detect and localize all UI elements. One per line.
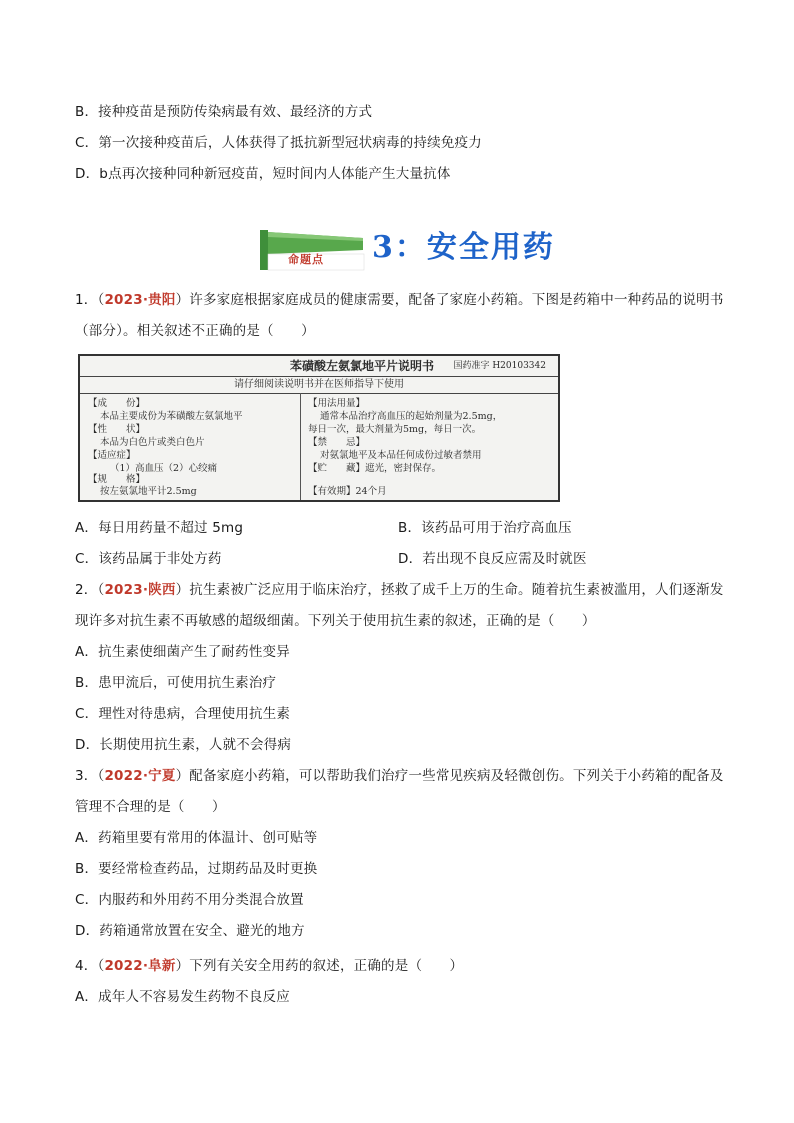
q1-option-a: A．每日用药量不超过 5mg	[75, 520, 244, 536]
leaflet-character-label: 【性 状】	[88, 424, 146, 435]
leaflet-storage: 【贮 藏】遮光，密封保存。	[308, 463, 442, 474]
leaflet-indication-text: （1）高血压（2）心绞痛	[110, 463, 218, 474]
leaflet-spec-label: 【规 格】	[88, 474, 146, 485]
leaflet-usage-text1: 通常本品治疗高血压的起始剂量为2.5mg，	[320, 411, 503, 422]
q3-option-a: A．药箱里要有常用的体温计、创可贴等	[75, 830, 318, 846]
leaflet-contra-label: 【禁 忌】	[308, 437, 366, 448]
leaflet-usage-label: 【用法用量】	[308, 398, 366, 409]
q1-option-b: B．该药品可用于治疗高血压	[398, 520, 572, 536]
q1-option-d: D．若出现不良反应需及时就医	[398, 551, 587, 567]
leaflet-ingredient-text: 本品主要成份为苯磺酸左氨氯地平	[100, 411, 243, 422]
q2-option-a: A．抗生素使细菌产生了耐药性变异	[75, 644, 290, 660]
option-d: D．b点再次接种同种新冠疫苗，短时间内人体能产生大量抗体	[75, 166, 451, 182]
leaflet-indication-label: 【适应症】	[88, 450, 136, 461]
leaflet-usage-text2: 每日一次，最大剂量为5mg，每日一次。	[308, 424, 482, 435]
leaflet-spec-text: 按左氨氯地平计2.5mg	[100, 486, 197, 497]
q2-option-c: C．理性对待患病，合理使用抗生素	[75, 706, 291, 722]
leaflet-subtitle: 请仔细阅读说明书并在医师指导下使用	[80, 377, 558, 394]
section-heading	[258, 226, 558, 274]
q2-option-b: B．患甲流后，可使用抗生素治疗	[75, 675, 277, 691]
q3-option-d: D．药箱通常放置在安全、避光的地方	[75, 923, 305, 939]
q3-option-b: B．要经常检查药品，过期药品及时更换	[75, 861, 318, 877]
medicine-leaflet	[78, 354, 560, 502]
q2-stem-line2: 现许多对抗生素不再敏感的超级细菌。下列关于使用抗生素的叙述，正确的是（ ）	[75, 613, 596, 629]
leaflet-contra-text: 对氨氯地平及本品任何成份过敏者禁用	[320, 450, 482, 461]
q1-stem-line1: 1．（2023·贵阳）许多家庭根据家庭成员的健康需要，配备了家庭小药箱。下图是药箱中一种药品的说明书	[75, 292, 724, 308]
q3-stem-line2: 管理不合理的是（ ）	[75, 799, 226, 815]
q4-stem-line1: 4．（2022·阜新）下列有关安全用药的叙述，正确的是（ ）	[75, 958, 464, 974]
q1-stem-line2: （部分）。相关叙述不正确的是（ ）	[75, 323, 315, 339]
q1-option-c: C．该药品属于非处方药	[75, 551, 222, 567]
leaflet-approval: 国药准字 H20103342	[453, 361, 546, 371]
q3-source: 2022·宁夏	[104, 768, 176, 784]
leaflet-expiry: 【有效期】24个月	[308, 486, 387, 497]
leaflet-character-text: 本品为白色片或类白色片	[100, 437, 205, 448]
flag-label: 命题点	[288, 253, 324, 266]
option-c: C．第一次接种疫苗后，人体获得了抵抗新型冠状病毒的持续免疫力	[75, 135, 482, 151]
q4-source: 2022·阜新	[104, 958, 176, 974]
section-title: 3：安全用药	[372, 230, 555, 265]
option-b: B．接种疫苗是预防传染病最有效、最经济的方式	[75, 104, 373, 120]
q2-stem-line1: 2．（2023·陕西）抗生素被广泛应用于临床治疗，拯救了成千上万的生命。随着抗生素被滥用，人们逐渐发	[75, 582, 724, 598]
q3-option-c: C．内服药和外用药不用分类混合放置	[75, 892, 304, 908]
leaflet-title: 苯磺酸左氨氯地平片说明书	[290, 359, 435, 373]
q2-option-d: D．长期使用抗生素，人就不会得病	[75, 737, 292, 753]
q4-option-a: A．成年人不容易发生药物不良反应	[75, 989, 290, 1005]
q1-source: 2023·贵阳	[104, 292, 176, 308]
leaflet-ingredient-label: 【成 份】	[88, 398, 146, 409]
q3-stem-line1: 3．（2022·宁夏）配备家庭小药箱，可以帮助我们治疗一些常见疾病及轻微创伤。下列关于小药箱的配备及	[75, 768, 724, 784]
q2-source: 2023·陕西	[104, 582, 176, 598]
